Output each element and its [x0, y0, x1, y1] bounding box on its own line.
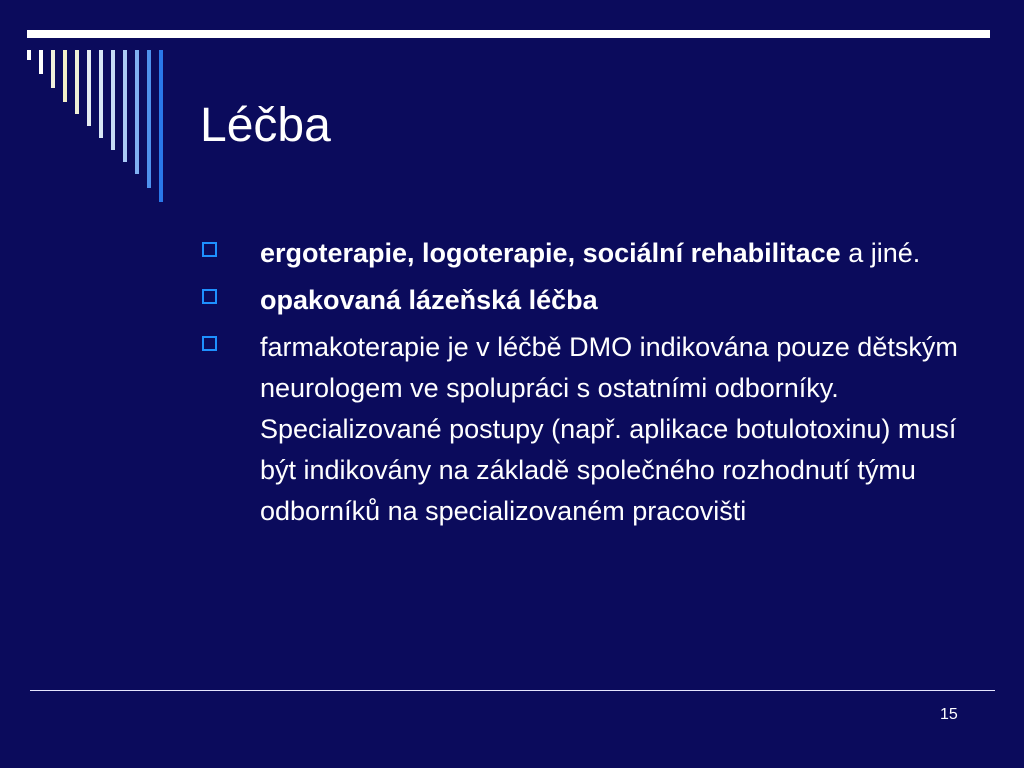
bullet-bold-text: opakovaná lázeňská léčba — [260, 285, 598, 315]
bullet-text — [260, 233, 980, 274]
stripe — [159, 50, 163, 202]
bullet-normal-text: farmakoterapie je v léčbě DMO indikována pouze dětským neurologem ve spolupráci s ostatními odborníky. Specializované postupy (např. aplikace botulotoxinu) musí být indikovány na základě společného rozhodnutí týmu odborníků na specializovaném pracovišti — [260, 332, 958, 526]
stripe — [111, 50, 115, 150]
bullet-bold-text: ergoterapie, logoterapie, sociální rehabilitace — [260, 238, 841, 268]
bullet-list — [200, 233, 980, 538]
square-bullet-icon — [202, 289, 217, 304]
stripe — [147, 50, 151, 188]
stripe — [123, 50, 127, 162]
stripe — [51, 50, 55, 88]
bullet-normal-text: a jiné. — [840, 238, 921, 268]
bottom-rule — [30, 690, 995, 691]
stripe — [39, 50, 43, 74]
slide-title: Léčba — [200, 99, 331, 152]
square-bullet-icon — [202, 242, 217, 257]
stripe — [27, 50, 31, 60]
list-item — [200, 233, 980, 274]
list-item — [200, 327, 980, 532]
stripe — [75, 50, 79, 114]
decorative-stripes — [0, 0, 200, 220]
stripe — [63, 50, 67, 102]
bullet-text — [260, 327, 980, 532]
bullet-text — [260, 280, 980, 321]
slide-number: 15 — [940, 706, 958, 723]
stripe — [135, 50, 139, 174]
stripe — [99, 50, 103, 138]
square-bullet-icon — [202, 336, 217, 351]
list-item — [200, 280, 980, 321]
stripe — [87, 50, 91, 126]
